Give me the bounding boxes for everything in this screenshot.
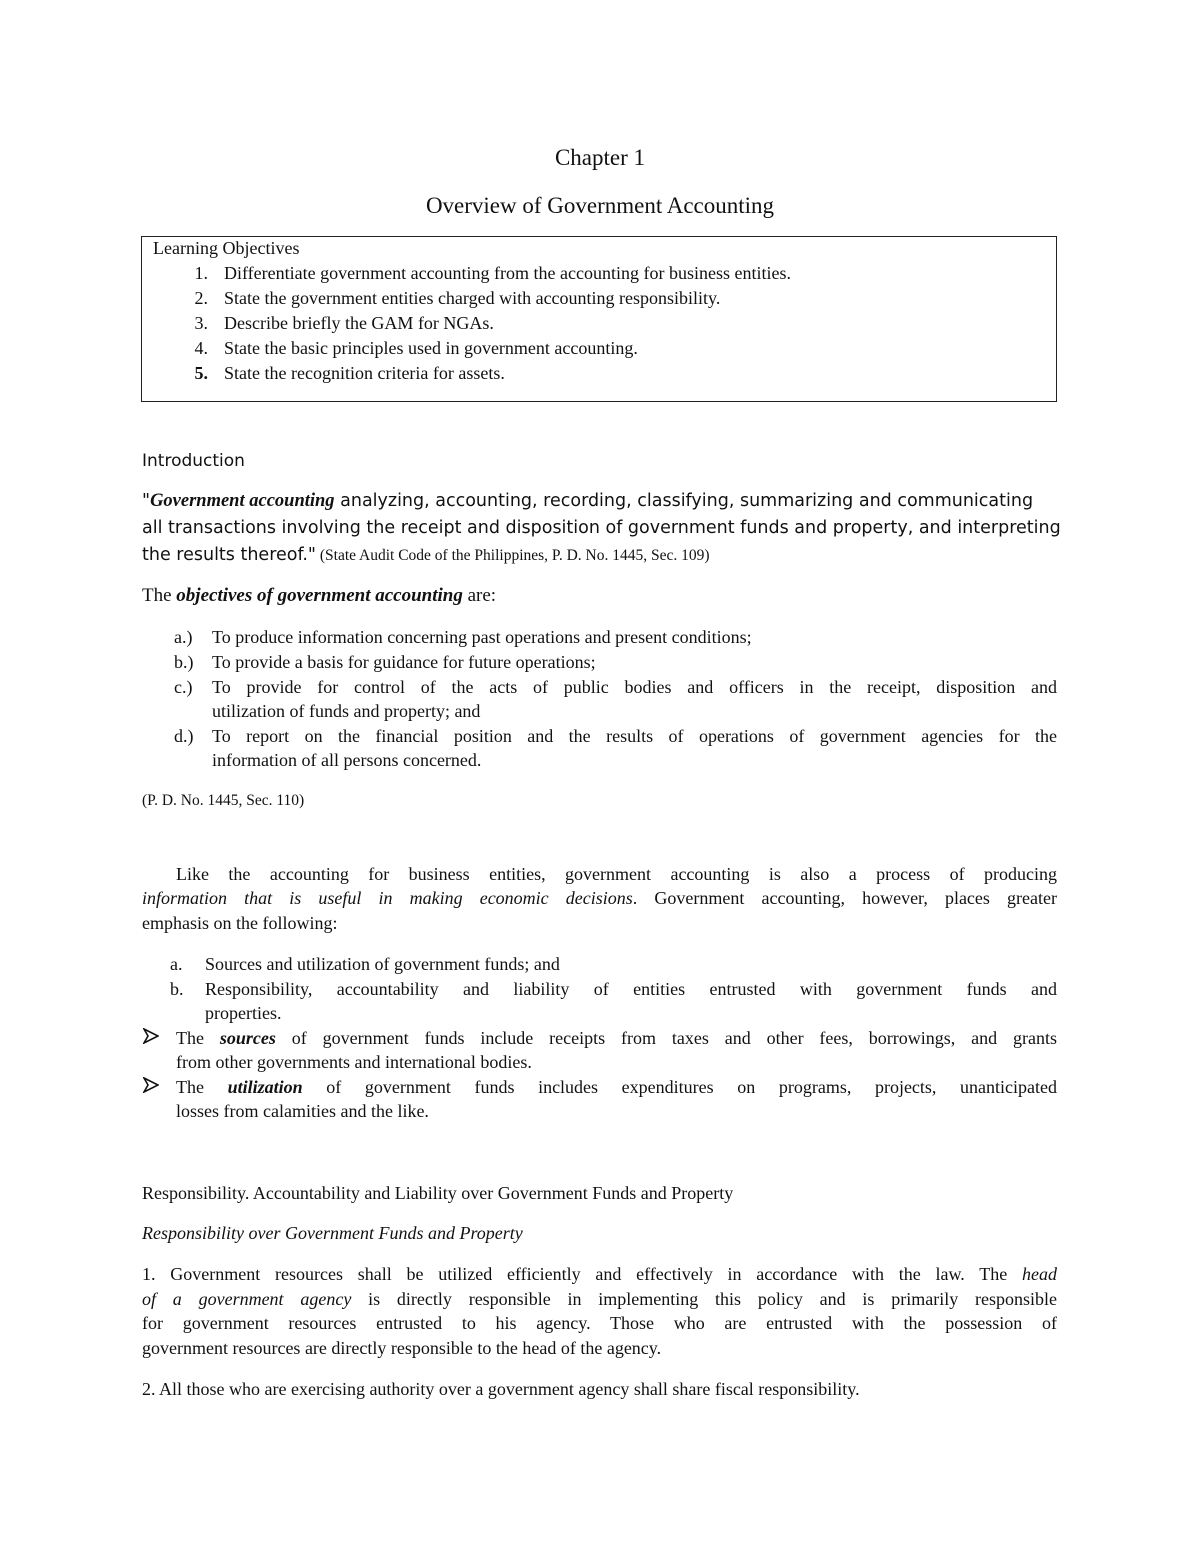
objective-number: 3. [194,313,208,333]
objective-number: 4. [194,338,208,358]
emphasis-line: properties. [205,1003,282,1023]
paragraph-line: for government resources entrusted to his agency. Those who are entrusted with the possession of [142,1313,1057,1333]
definition-line: the results thereof." (State Audit Code of the Philippines, P. D. No. 1445, Sec. 109) [142,545,710,565]
objective-line: information of all persons concerned. [212,750,482,770]
objective-line: To report on the financial position and the results of operations of government agencies for the [212,726,1057,746]
chapter-heading: Chapter 1 [554,145,646,170]
comparison-line: Like the accounting for business entities, government accounting is also a process of producing [176,864,1057,884]
citation: (P. D. No. 1445, Sec. 110) [142,792,305,809]
objective-label: a.) [174,627,193,647]
bullet-line: losses from calamities and the like. [176,1101,429,1121]
paragraph-line: government resources are directly responsible to the head of the agency. [142,1338,662,1358]
section-subheading: Responsibility over Government Funds and Property [142,1223,523,1243]
objective-text: State the basic principles used in government accounting. [224,338,638,358]
objective-line: To produce information concerning past operations and present conditions; [212,627,752,647]
objective-text: Differentiate government accounting from the accounting for business entities. [224,263,791,283]
bullet-line: from other governments and international bodies. [176,1052,532,1072]
definition-line: all transactions involving the receipt and disposition of government funds and property, and interpreting [142,518,1061,538]
comparison-emphasis: information that is useful in making economic decisions [142,888,633,908]
arrow-bullet-icon [143,1028,159,1049]
objective-number: 1. [194,263,208,283]
objective-label: b.) [174,652,194,672]
emphasis-text: head [1022,1264,1057,1284]
objective-text: State the government entities charged with accounting responsibility. [224,288,721,308]
comparison-line: information that is useful in making economic decisions. Government accounting, however, places greater [142,888,1057,908]
definition-line: "Government accounting analyzing, accounting, recording, classifying, summarizing and communicating [142,491,1034,511]
bullet-line: The sources of government funds include receipts from taxes and other fees, borrowings, and grants [176,1028,1057,1048]
arrow-bullet-icon [143,1077,159,1098]
bullet-term: utilization [227,1077,303,1097]
definition-term: Government accounting [150,491,335,511]
definition-source: (State Audit Code of the Philippines, P. D. No. 1445, Sec. 109) [315,547,710,564]
objective-number: 5. [194,363,208,383]
emphasis-label: b. [170,979,184,999]
objectives-term: objectives of government accounting [176,585,463,606]
emphasis-label: a. [170,954,183,974]
objectives-lead: The objectives of government accounting are: [142,585,497,606]
learning-objectives-heading: Learning Objectives [153,238,300,258]
objective-number: 2. [194,288,208,308]
objective-line: utilization of funds and property; and [212,701,481,721]
objective-label: d.) [174,726,194,746]
section-heading: Responsibility. Accountability and Liability over Government Funds and Property [142,1183,734,1203]
paragraph-line: 1. Government resources shall be utilized efficiently and effectively in accordance with the law. The head [142,1264,1057,1284]
objective-text: State the recognition criteria for assets. [224,363,505,383]
paragraph-line: of a government agency is directly responsible in implementing this policy and is primarily responsible [142,1289,1057,1309]
objective-label: c.) [174,677,193,697]
paragraph-line: 2. All those who are exercising authority over a government agency shall share fiscal responsibility. [142,1379,860,1399]
bullet-line: The utilization of government funds includes expenditures on programs, projects, unanticipated [176,1077,1058,1097]
emphasis-line: Sources and utilization of government funds; and [205,954,560,974]
introduction-heading: Introduction [142,451,245,471]
objective-text: Describe briefly the GAM for NGAs. [224,313,494,333]
comparison-line: emphasis on the following: [142,913,338,933]
objective-line: To provide a basis for guidance for future operations; [212,652,596,672]
emphasis-line: Responsibility, accountability and liability of entities entrusted with government funds and [205,979,1057,999]
page-title: Overview of Government Accounting [425,193,775,218]
emphasis-text: of a government agency [142,1289,352,1309]
objective-line: To provide for control of the acts of public bodies and officers in the receipt, disposition and [212,677,1057,697]
bullet-term: sources [219,1028,276,1048]
